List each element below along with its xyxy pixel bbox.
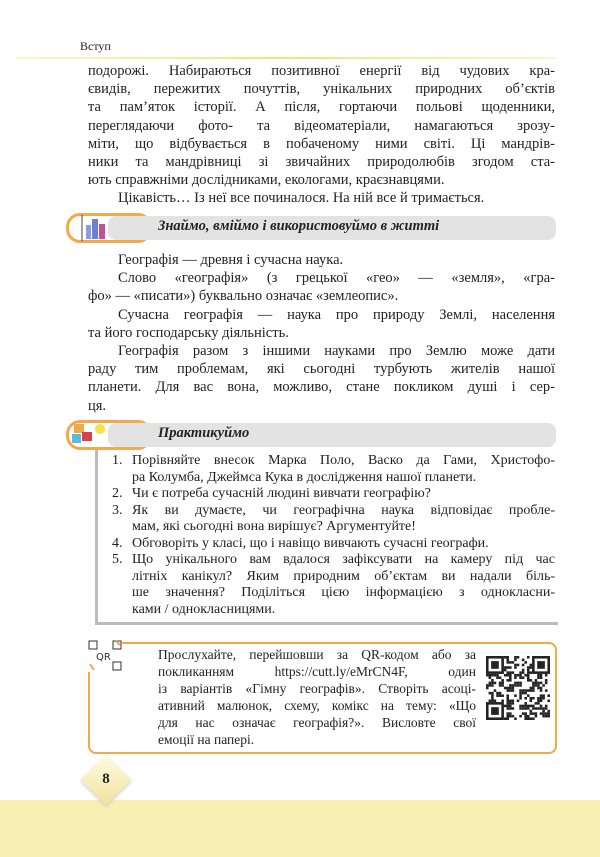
text-line: ють справжніми дослідниками, екологами, краєзнавцями. — [88, 172, 445, 189]
text-line: та пам’яток історії. А після, гортаючи польові щоденники, — [88, 99, 555, 116]
text-line: із варіантів «Гімну географів». Створіть асоці- — [158, 681, 476, 696]
text-line: Географія разом з іншими науками про Землю може дати — [118, 343, 555, 360]
chart-icon — [80, 215, 112, 241]
text-line: переглядаючи фото- та відеоматеріали, намагаються зрозу- — [88, 117, 555, 134]
section-header-know — [66, 213, 556, 241]
section-title: Практикуймо — [158, 425, 250, 441]
section-header-practice — [66, 420, 556, 448]
qr-icon-label: QR — [96, 652, 111, 663]
item-number: 5. — [112, 552, 123, 567]
item-number: 3. — [112, 502, 123, 518]
text-line: для нас означає географія?». Висловте свої — [158, 715, 476, 730]
text-line: Сучасна географія — наука про природу Землі, населення — [118, 306, 555, 323]
text-line: Що унікального вам вдалося зафіксувати на камеру під час — [132, 552, 555, 567]
text-line: літніх канікул? Яким природним об’єктам ви надали біль- — [132, 568, 555, 584]
text-line: та його господарську діяльність. — [88, 324, 289, 341]
list-item — [112, 552, 555, 618]
header-divider — [15, 57, 555, 59]
item-number: 4. — [112, 535, 123, 551]
body-text — [88, 251, 555, 415]
text-line: Чи є потреба сучасній людині вивчати географію? — [132, 486, 431, 501]
puzzle-icon — [70, 420, 110, 448]
text-line: Прослухайте, перейшовши за QR-кодом або за — [158, 647, 476, 662]
text-line: ники та мандрівниці зі звичайних природолюбів згодом ста- — [88, 154, 555, 171]
footer-band — [0, 800, 600, 857]
qr-code[interactable] — [486, 656, 550, 720]
qr-code-icon — [88, 640, 122, 672]
list-item — [112, 503, 555, 536]
text-line: Як ви думаєте, чи географічна наука відповідає пробле- — [132, 502, 555, 518]
text-line: планети. Для вас вона, можливо, стане покликом душі і сер- — [88, 379, 555, 396]
text-line: Порівняйте внесок Марка Поло, Васко да Гами, Христофо- — [132, 453, 555, 468]
text-line: євидів, пережитих почуттів, унікальних природних об’єктів — [88, 81, 555, 98]
text-line: покликанням https://cutt.ly/eMrCN4F, один — [158, 664, 476, 679]
text-line: емоції на папері. — [158, 732, 255, 747]
text-line: фо» — «писати») буквально означає «землеопис». — [88, 288, 399, 305]
item-number: 1. — [112, 453, 123, 468]
text-line: Цікавість… Із неї все починалося. На ній все й тримається. — [118, 190, 485, 207]
item-number: 2. — [112, 486, 123, 501]
qr-task-text — [158, 646, 476, 748]
text-line: ативний малюнок, схему, комікс на тему: «Що — [158, 698, 476, 713]
list-item — [112, 536, 555, 553]
practice-list — [112, 453, 555, 618]
text-line: мам, які сьогодні вона вирішує? Аргументуйте! — [132, 519, 416, 534]
text-line: ця. — [88, 397, 107, 414]
page-number: 8 — [102, 771, 110, 787]
text-line: раду тим проблемам, які сьогодні турбують жителів нашої — [88, 361, 555, 378]
text-line: ками / однокласницями. — [132, 601, 276, 617]
text-line: ше значення? Поділіться цією інформацією з однокласни- — [132, 585, 555, 600]
text-line: міти, що відбувається в побаченому ними світі. Ці мандрів- — [88, 135, 555, 152]
text-line: ра Колумба, Джеймса Кука в дослідження нашої планети. — [132, 469, 477, 485]
text-line: подорожі. Набираються позитивної енергії від чудових кра- — [88, 63, 555, 79]
list-item — [112, 453, 555, 486]
section-title: Знаймо, вміймо і використовуймо в житті — [158, 218, 440, 234]
text-line: Обговоріть у класі, що і навіщо вивчають сучасні географи. — [132, 535, 489, 551]
list-item — [112, 486, 555, 503]
text-line: Слово «географія» (з грецької «гео» — «земля», «гра- — [118, 270, 555, 287]
text-line: Географія — древня і сучасна наука. — [118, 252, 344, 268]
running-header: Вступ — [80, 39, 111, 53]
intro-text — [88, 62, 555, 208]
